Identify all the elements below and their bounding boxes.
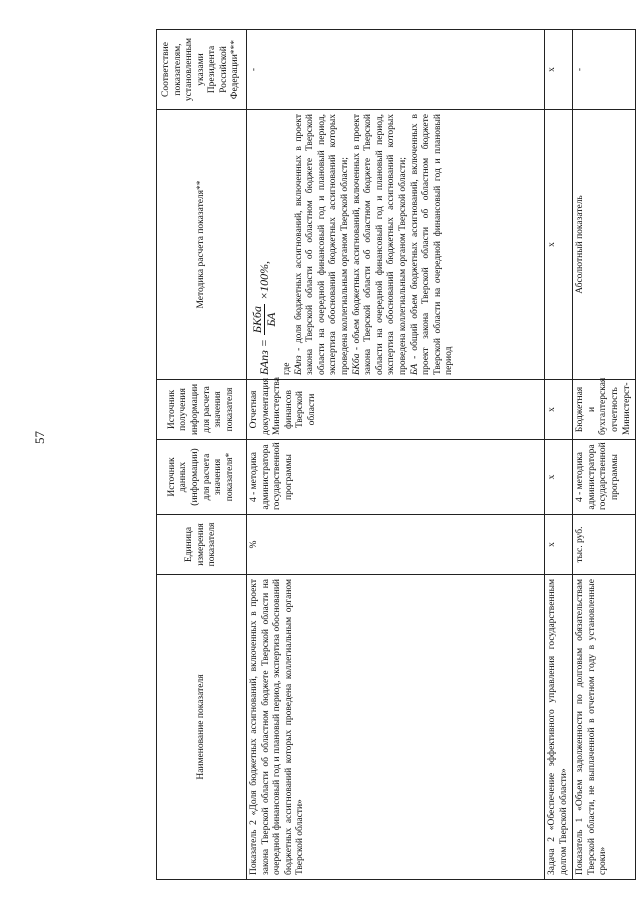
formula-fraction	[251, 304, 278, 335]
definition-1	[294, 114, 352, 375]
formula-lhs: БАпз =	[256, 339, 271, 375]
definition-3	[410, 114, 456, 375]
task2-info-source: х	[545, 380, 573, 440]
formula-denominator: БА	[264, 312, 278, 327]
indicator1-unit: тыс. руб.	[573, 515, 636, 575]
indicator1-method: Абсолютный показатель	[573, 110, 636, 380]
header-method: Методика расчета показателя**	[157, 110, 247, 380]
header-name: Наименование показателя	[157, 575, 247, 880]
definition-1-text: - доля бюджетных ассигнований, включенных в проект закона Тверской области об областном бюджете Тверской области на очередной финансовый год и плановый период, экспертиза обоснований бюджетных ассигнований которых проведена коллегиальным органом Тверской области;	[293, 114, 350, 375]
definition-3-symbol: БА	[409, 363, 420, 375]
header-data-source: Источник данных (информации) для расчета значения показателя*	[157, 440, 247, 515]
indicator2-method	[247, 110, 545, 380]
task2-data-source: х	[545, 440, 573, 515]
definition-2-symbol: БКба	[351, 353, 362, 375]
indicator2-unit: %	[247, 515, 545, 575]
header-compliance: Соответствие показателям, установленным указами Президента Российской Федерации***	[157, 30, 247, 110]
definition-2	[352, 114, 410, 375]
task2-method: х	[545, 110, 573, 380]
indicator1-data-source: 4 - методика администратора государственной программы	[573, 440, 636, 515]
rotated-table-container	[156, 30, 640, 880]
definition-2-text: - объем бюджетных ассигнований, включенных в проект закона Тверской области об областном бюджете Тверской области на очередной финансовый год и плановый период, экспертиза обоснований бюджетных ассигнований которых проведена коллегиальным органом Тверской области;	[351, 114, 408, 375]
header-info-source: Источник получения информации для расчета значения показателя	[157, 380, 247, 440]
task2-compliance: х	[545, 30, 573, 110]
formula-where: где	[282, 362, 292, 375]
definition-3-text: - общий объем бюджетных ассигнований, включенных в проект закона Тверской области об областном бюджете Тверской области на очередной финансовый год и плановый период	[409, 114, 455, 375]
indicator1-compliance: -	[573, 30, 636, 110]
formula-numerator: БКба	[250, 306, 264, 334]
indicator2-info-source: Отчетная документация Министерства финансов Тверской области	[247, 380, 545, 440]
task2-unit: х	[545, 515, 573, 575]
indicator1-name: Показатель 1 «Объем задолженности по долговым обязательствам Тверской области, не выплаченной в отчетном году в установленные сроки»	[573, 575, 636, 880]
indicators-table	[156, 29, 636, 880]
indicator2-data-source: 4 - методика администратора государственной программы	[247, 440, 545, 515]
task2-name: Задача 2 «Обеспечение эффективного управления государственным долгом Тверской области»	[545, 575, 573, 880]
definition-1-symbol: БАпз	[293, 355, 304, 375]
table-row	[545, 30, 573, 880]
indicator2-compliance: -	[247, 30, 545, 110]
header-row	[157, 30, 247, 880]
indicator1-info-source: Бюджетная и бухгалтерская отчетность Министерст-	[573, 380, 636, 440]
header-unit: Единица измерения показателя	[157, 515, 247, 575]
formula-tail: ×100%,	[256, 260, 271, 301]
table-row	[573, 30, 636, 880]
table-row	[247, 30, 545, 880]
formula	[251, 114, 278, 375]
page-number: 57	[32, 431, 47, 444]
indicator2-name: Показатель 2 «Доля бюджетных ассигнований, включенных в проект закона Тверской области об областном бюджете Тверской области на очередной финансовый год и плановый период, экспертиза обоснований бюджетных ассигнований которых проведена коллегиальным органом Тверской области»	[247, 575, 545, 880]
